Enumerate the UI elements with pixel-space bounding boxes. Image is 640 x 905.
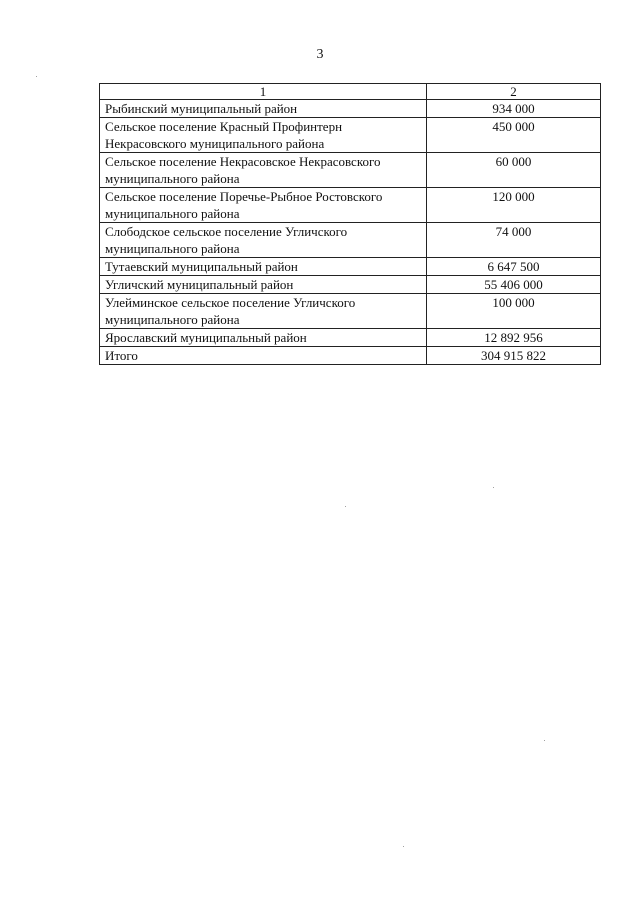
total-label: Итого [100, 347, 427, 365]
table-row [100, 188, 601, 223]
row-amount: 120 000 [427, 188, 601, 223]
row-amount: 55 406 000 [427, 276, 601, 294]
row-name: Сельское поселение Некрасовское Некрасовского муниципального района [100, 153, 427, 188]
row-amount: 74 000 [427, 223, 601, 258]
row-name: Ярославский муниципальный район [100, 329, 427, 347]
scan-speck [345, 506, 346, 507]
table-header-row [100, 84, 601, 100]
column-header-1: 1 [100, 84, 427, 100]
row-name: Рыбинский муниципальный район [100, 100, 427, 118]
scan-speck [36, 76, 37, 77]
total-amount: 304 915 822 [427, 347, 601, 365]
row-name: Слободское сельское поселение Угличского муниципального района [100, 223, 427, 258]
table-row [100, 100, 601, 118]
page-number: 3 [316, 47, 324, 62]
allocation-table [99, 83, 601, 365]
table-row [100, 276, 601, 294]
row-amount: 6 647 500 [427, 258, 601, 276]
row-name: Угличский муниципальный район [100, 276, 427, 294]
row-name: Улейминское сельское поселение Угличского муниципального района [100, 294, 427, 329]
scan-speck [403, 846, 404, 847]
row-name: Сельское поселение Красный Профинтерн Некрасовского муниципального района [100, 118, 427, 153]
row-amount: 934 000 [427, 100, 601, 118]
table-row [100, 223, 601, 258]
row-amount: 450 000 [427, 118, 601, 153]
total-row [100, 347, 601, 365]
table-row [100, 329, 601, 347]
row-amount: 12 892 956 [427, 329, 601, 347]
row-name: Сельское поселение Поречье-Рыбное Ростовского муниципального района [100, 188, 427, 223]
column-header-2: 2 [427, 84, 601, 100]
table-row [100, 258, 601, 276]
table-row [100, 153, 601, 188]
scan-speck [544, 740, 545, 741]
row-amount: 100 000 [427, 294, 601, 329]
row-name: Тутаевский муниципальный район [100, 258, 427, 276]
table-row [100, 118, 601, 153]
scan-speck [493, 487, 494, 488]
table-row [100, 294, 601, 329]
row-amount: 60 000 [427, 153, 601, 188]
